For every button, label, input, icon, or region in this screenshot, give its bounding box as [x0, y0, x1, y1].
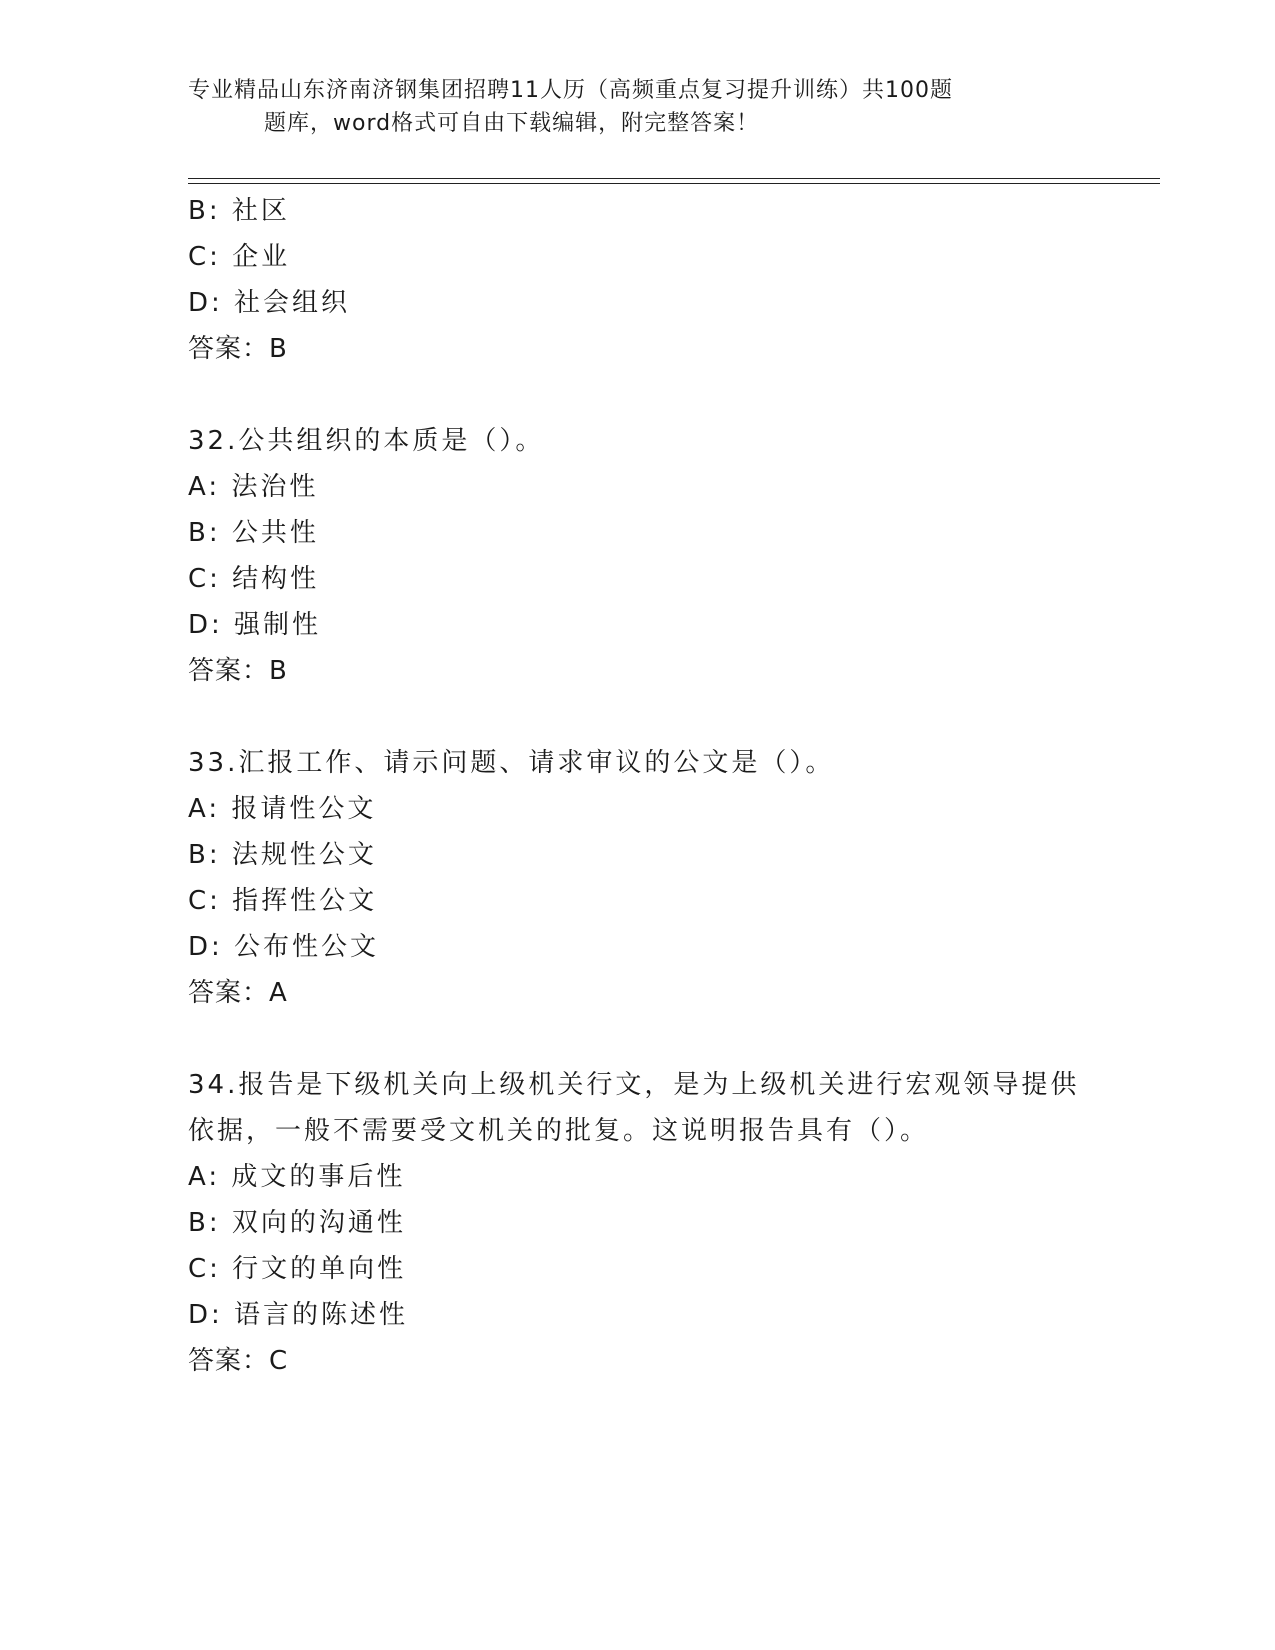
answer: 答案：C: [188, 1346, 289, 1376]
spacer: [188, 694, 1088, 740]
question-stem: 32.公共组织的本质是（）。: [188, 426, 545, 456]
question-list: [188, 188, 1088, 1384]
option-a: A: 成文的事后性: [188, 1162, 406, 1192]
header-rule-top: [188, 178, 1160, 179]
header-rule-bottom: [188, 183, 1160, 184]
title-line-1: 专业精品山东济南济钢集团招聘11人历（高频重点复习提升训练）共100题: [188, 78, 953, 103]
option-d: D: 公布性公文: [188, 932, 380, 962]
question-31-continued: [188, 188, 1088, 372]
spacer: [188, 372, 1088, 418]
question-33: [188, 740, 1088, 1016]
answer: 答案：B: [188, 334, 288, 364]
option-c: C: 企业: [188, 242, 291, 272]
question-stem-line-2: 依据，一般不需要受文机关的批复。这说明报告具有（）。: [188, 1116, 930, 1146]
option-a: A: 法治性: [188, 472, 319, 502]
option-d: D: 强制性: [188, 610, 322, 640]
option-b: B: 双向的沟通性: [188, 1208, 406, 1238]
answer: 答案：A: [188, 978, 288, 1008]
spacer: [188, 1016, 1088, 1062]
option-b: B: 法规性公文: [188, 840, 377, 870]
answer: 答案：B: [188, 656, 288, 686]
option-c: C: 结构性: [188, 564, 320, 594]
question-34: [188, 1062, 1088, 1384]
option-d: D: 社会组织: [188, 288, 351, 318]
option-a: A: 报请性公文: [188, 794, 377, 824]
option-c: C: 行文的单向性: [188, 1254, 407, 1284]
option-d: D: 语言的陈述性: [188, 1300, 409, 1330]
question-stem-line-1: 34.报告是下级机关向上级机关行文，是为上级机关进行宏观领导提供: [188, 1070, 1080, 1100]
option-c: C: 指挥性公文: [188, 886, 378, 916]
question-32: [188, 418, 1088, 694]
title-line-2: 题库，word格式可自由下载编辑，附完整答案！: [264, 111, 760, 136]
question-stem: 33.汇报工作、请示问题、请求审议的公文是（）。: [188, 748, 835, 778]
option-b: B: 公共性: [188, 518, 319, 548]
document-title: [188, 74, 1088, 140]
option-b: B: 社区: [188, 196, 290, 226]
